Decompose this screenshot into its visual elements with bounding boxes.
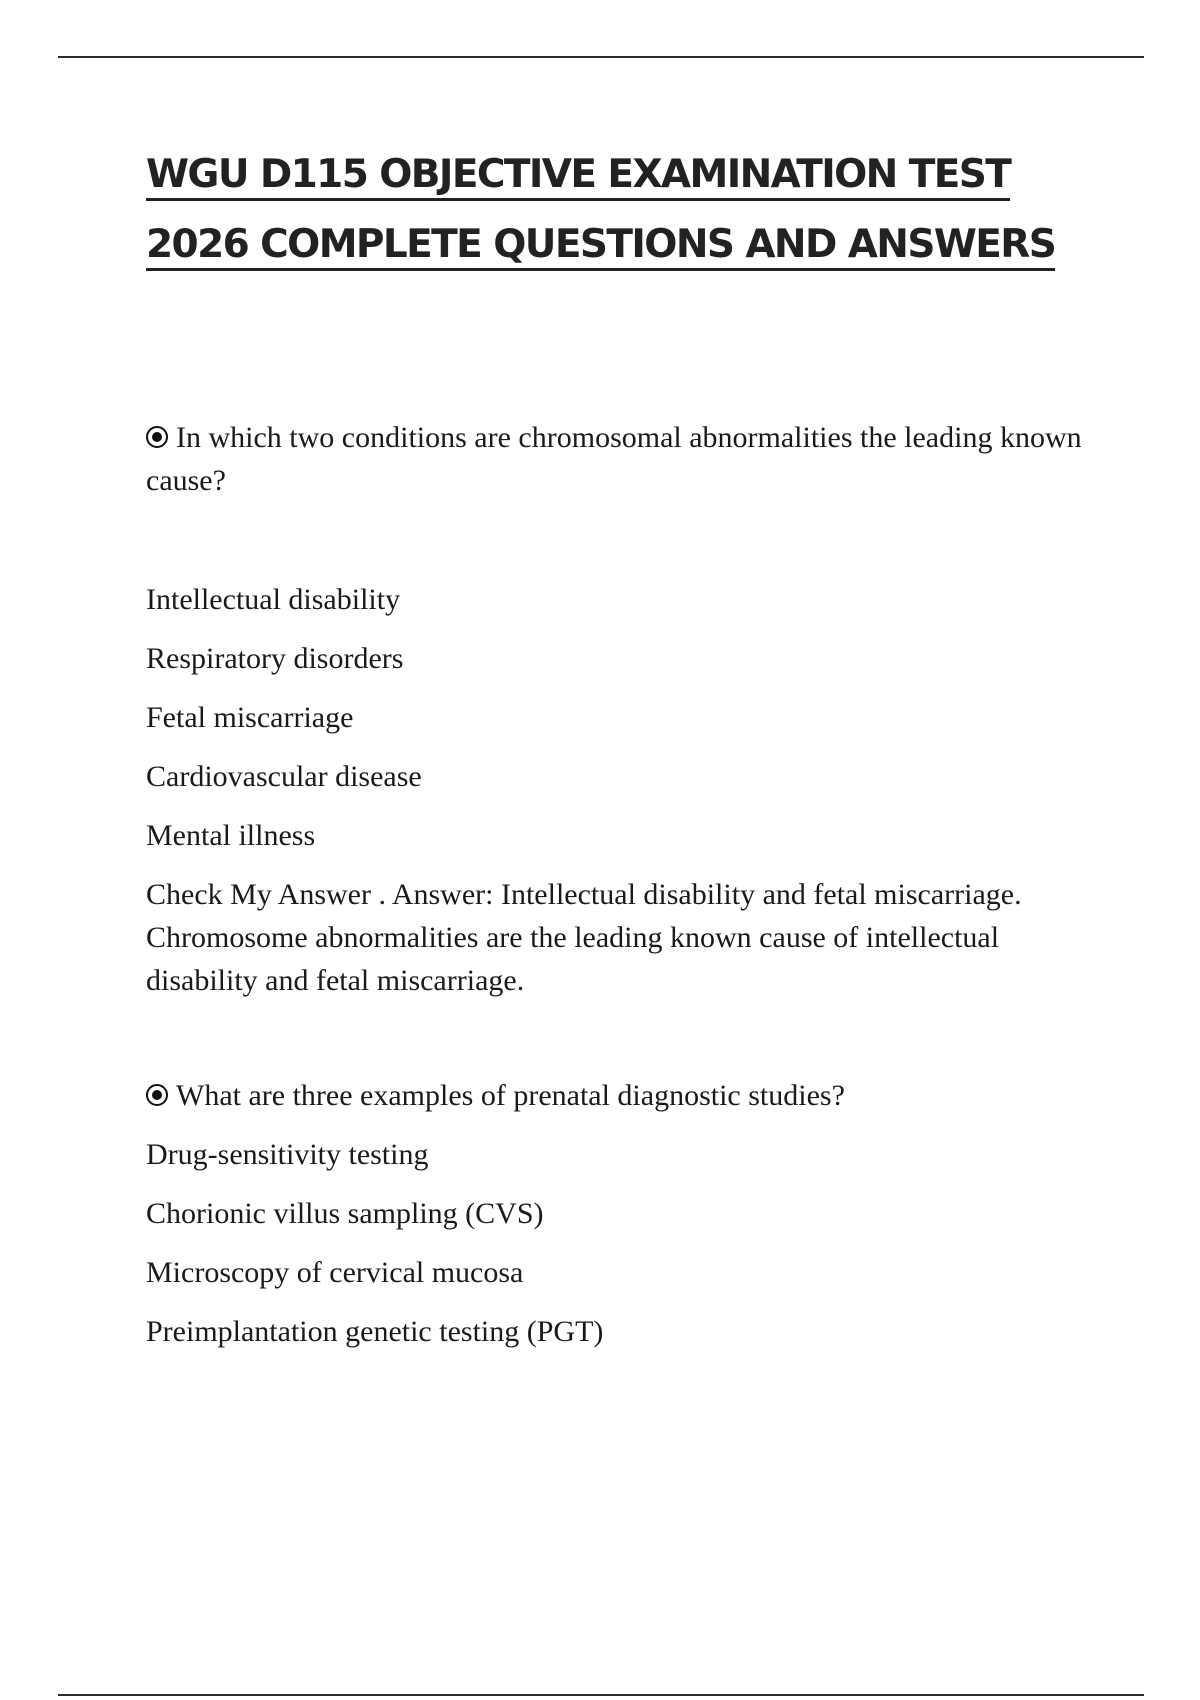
option-item: Respiratory disorders <box>146 642 404 675</box>
radio-bullet-icon <box>146 426 168 448</box>
bottom-rule <box>58 1694 1144 1696</box>
question-1-text: In which two conditions are chromosomal abnormalities the leading known cause? <box>146 421 1082 497</box>
document-title <box>146 140 1106 280</box>
option-item: Cardiovascular disease <box>146 760 422 793</box>
page-content <box>146 140 1106 1369</box>
option-item: Microscopy of cervical mucosa <box>146 1256 524 1289</box>
option-item: Drug-sensitivity testing <box>146 1138 429 1171</box>
answer-text: . Answer: Intellectual disability and fetal miscarriage. Chromosome abnormalities are the leading known cause of intellectual disability and fetal miscarriage. <box>146 878 1022 997</box>
title-line-2: 2026 COMPLETE QUESTIONS AND ANSWERS <box>146 222 1055 271</box>
question-2-options <box>146 1133 1106 1353</box>
question-2-text: What are three examples of prenatal diagnostic studies? <box>176 1079 845 1112</box>
option-item: Preimplantation genetic testing (PGT) <box>146 1315 604 1348</box>
question-1-options <box>146 578 1106 857</box>
question-2 <box>146 1074 1106 1117</box>
check-my-answer-label: Check My Answer <box>146 878 371 911</box>
top-rule <box>58 56 1144 58</box>
title-line-1: WGU D115 OBJECTIVE EXAMINATION TEST <box>146 152 1010 201</box>
question-1-answer <box>146 873 1106 1002</box>
option-item: Chorionic villus sampling (CVS) <box>146 1197 544 1230</box>
option-item: Fetal miscarriage <box>146 701 354 734</box>
radio-bullet-icon <box>146 1084 168 1106</box>
option-item: Intellectual disability <box>146 583 401 616</box>
option-item: Mental illness <box>146 819 316 852</box>
question-1 <box>146 416 1106 502</box>
